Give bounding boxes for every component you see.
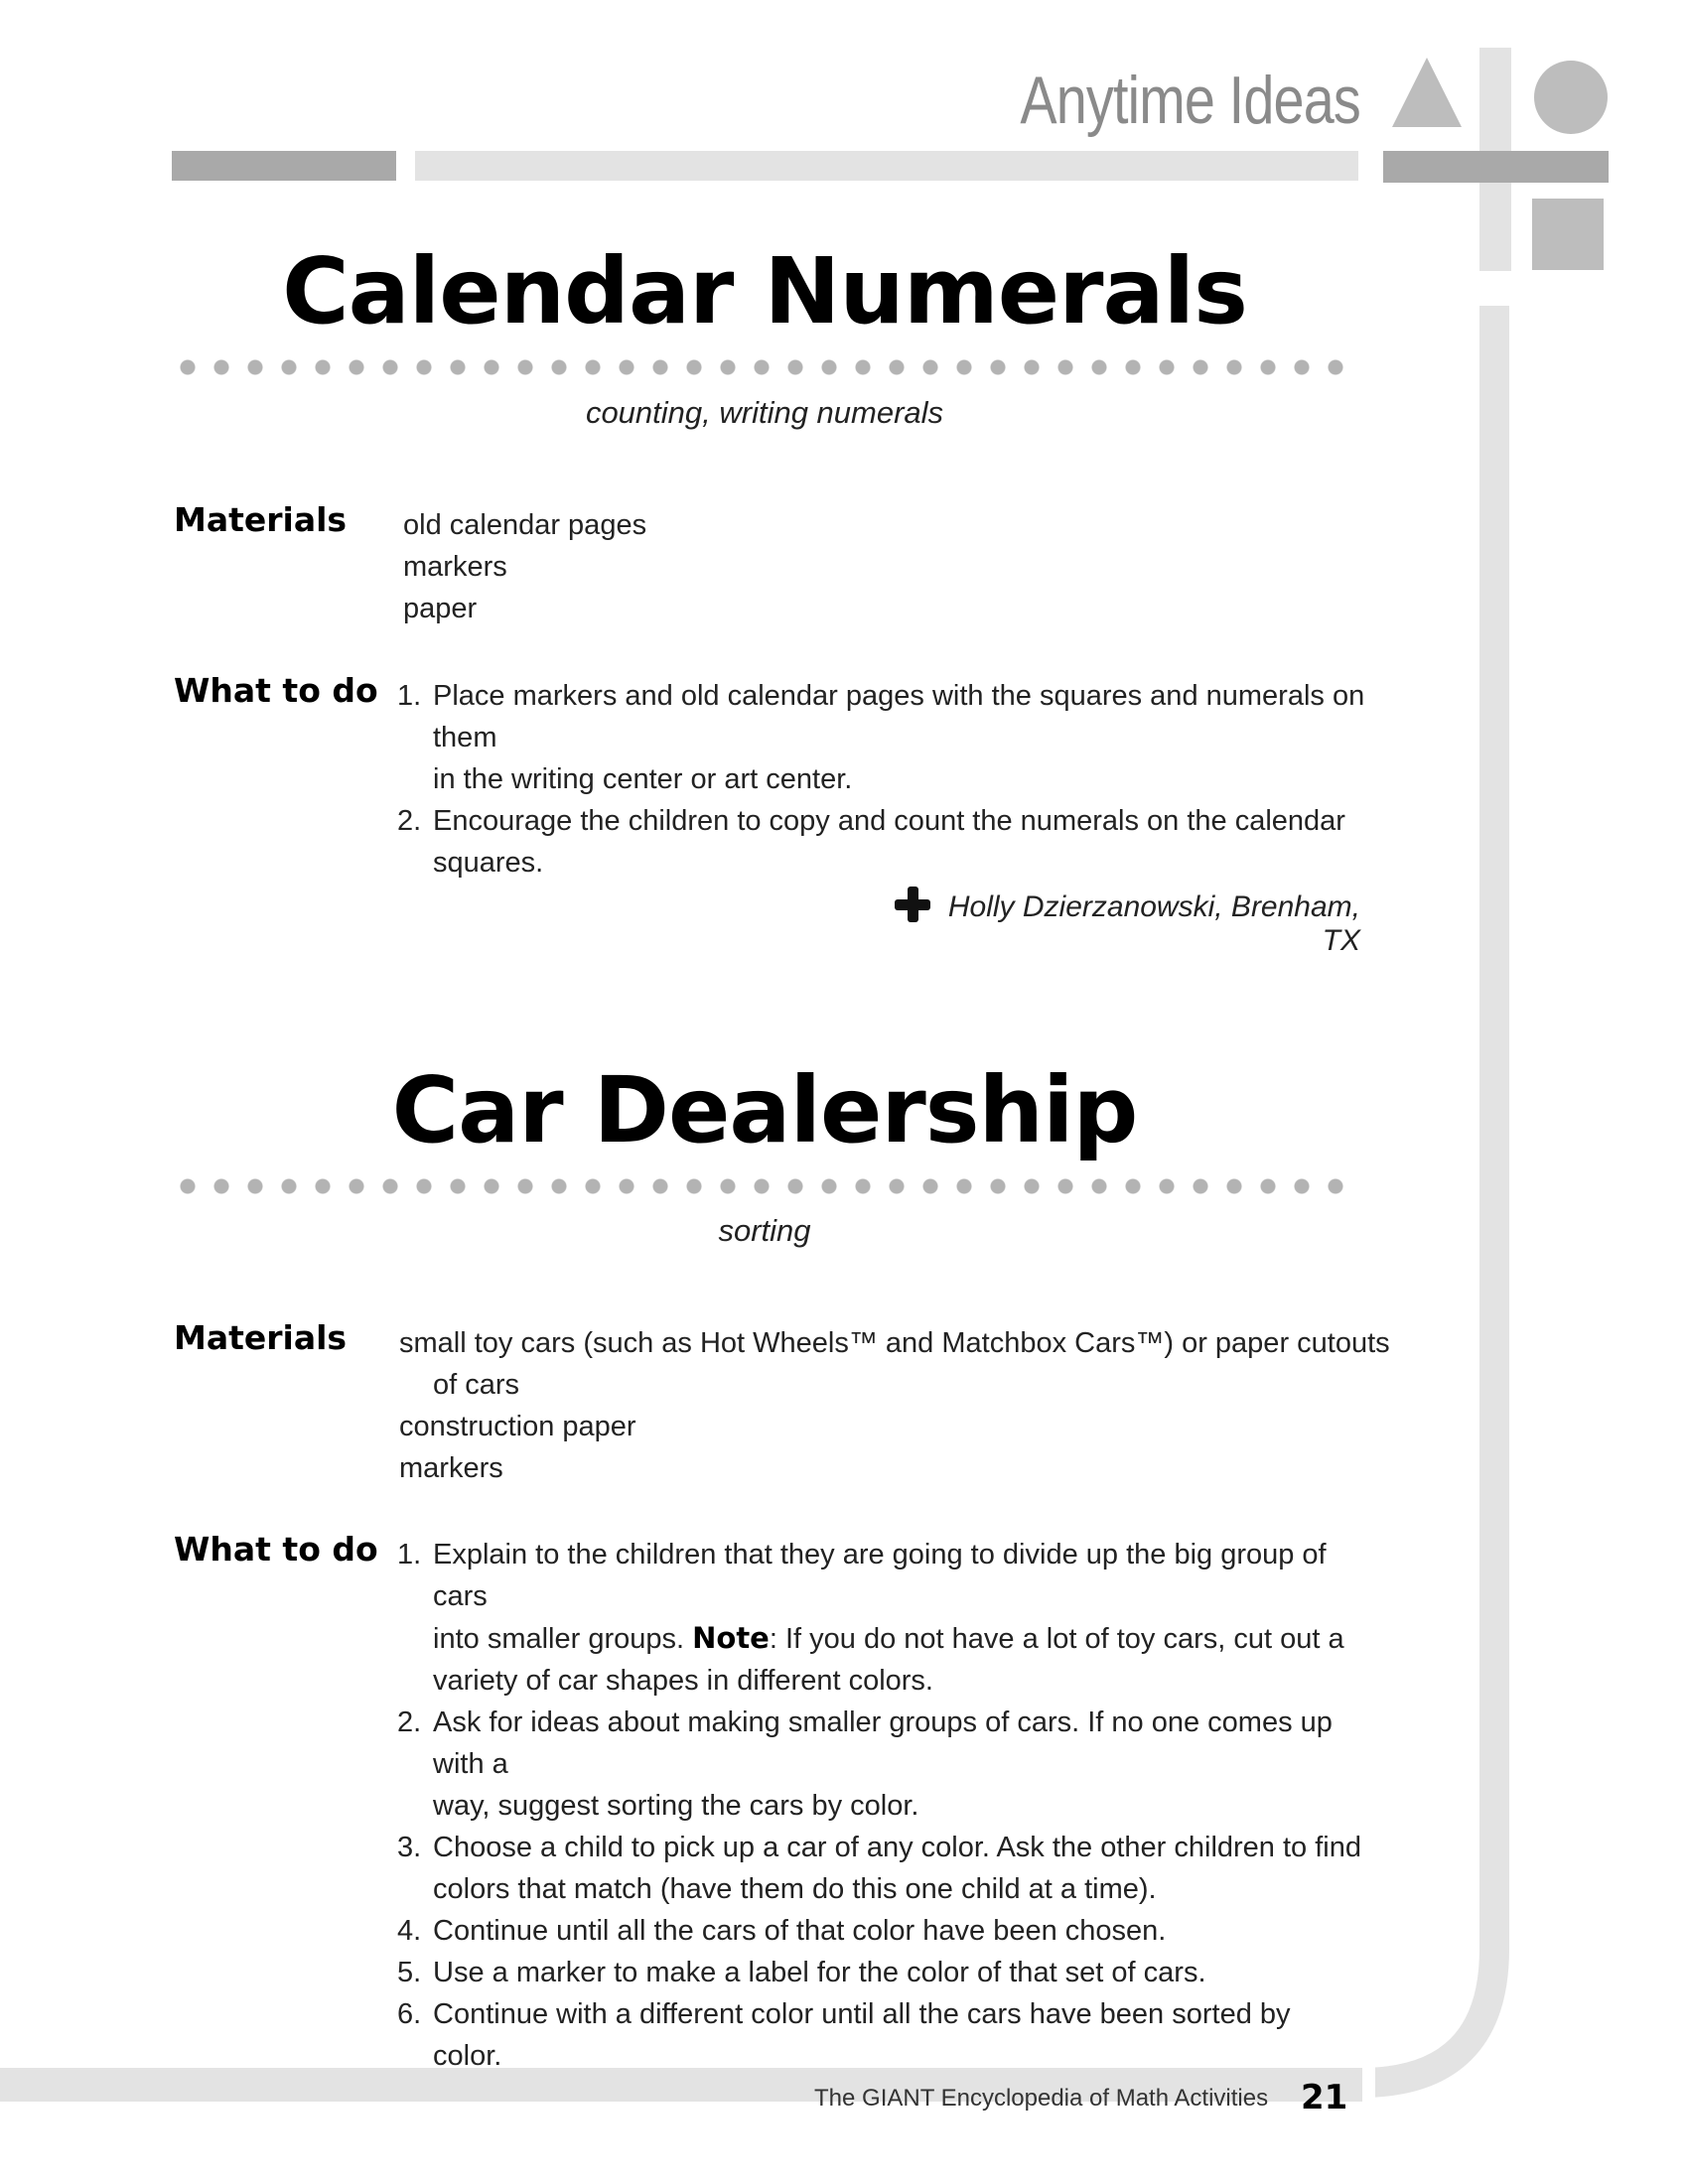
materials-label: Materials — [174, 1318, 348, 1357]
steps-list — [397, 675, 1365, 884]
steps-list — [397, 1534, 1365, 2077]
credit-text: Holly Dzierzanowski, Brenham, TX — [947, 890, 1360, 957]
step-text: Continue with a different color until all the cars have been sorted by color. — [433, 1998, 1291, 2072]
list-item — [397, 1702, 1365, 1827]
step-text: in the writing center or art center. — [433, 763, 853, 795]
step-text: Ask for ideas about making smaller groups of cars. If no one comes up with a — [433, 1706, 1333, 1780]
step-text: Continue until all the cars of that color have been chosen. — [433, 1915, 1167, 1947]
plus-icon — [895, 887, 930, 922]
step-text: Explain to the children that they are going to divide up the big group of cars — [433, 1539, 1327, 1612]
what-to-do-label: What to do — [174, 671, 378, 710]
step-number: 6. — [397, 1998, 422, 2030]
square-icon — [1532, 199, 1604, 270]
activity-title: Calendar Numerals — [282, 238, 1247, 344]
dotted-divider — [171, 1177, 1360, 1195]
step-text: Choose a child to pick up a car of any color. Ask the other children to find — [433, 1832, 1361, 1863]
step-text-part: into smaller groups. — [433, 1623, 693, 1655]
step-number: 1. — [397, 680, 422, 712]
step-text: Place markers and old calendar pages with the squares and numerals on them — [433, 680, 1365, 753]
materials-item: of cars — [433, 1369, 520, 1401]
materials-item: markers — [399, 1452, 503, 1484]
step-text: Use a marker to make a label for the color of that set of cars. — [433, 1957, 1206, 1988]
section-header-title: Anytime Ideas — [1020, 63, 1360, 138]
step-number: 4. — [397, 1915, 422, 1947]
list-item — [397, 675, 1365, 800]
activity-subtitle: sorting — [718, 1213, 811, 1248]
step-text: Encourage the children to copy and count the numerals on the calendar — [433, 805, 1345, 837]
step-text-part: : If you do not have a lot of toy cars, cut out a — [769, 1623, 1344, 1655]
step-text — [433, 1617, 1365, 1660]
header-bar-right — [415, 151, 1358, 181]
triangle-icon — [1392, 58, 1462, 127]
materials-label: Materials — [174, 500, 348, 539]
step-number: 3. — [397, 1832, 422, 1863]
dotted-divider — [171, 358, 1360, 376]
step-number: 5. — [397, 1957, 422, 1988]
materials-item: paper — [403, 593, 478, 624]
materials-item: small toy cars (such as Hot Wheels™ and Matchbox Cars™) or paper cutouts — [399, 1327, 1390, 1359]
list-item — [397, 1534, 1365, 1702]
materials-item: construction paper — [399, 1411, 636, 1442]
list-item — [397, 1952, 1365, 1993]
list-item — [397, 1910, 1365, 1952]
activity-title: Car Dealership — [391, 1057, 1138, 1163]
materials-list — [403, 504, 646, 629]
step-number: 2. — [397, 1706, 422, 1738]
step-number: 1. — [397, 1539, 422, 1570]
note-label: Note — [692, 1621, 770, 1655]
step-number: 2. — [397, 805, 422, 837]
page-number: 21 — [1301, 2078, 1348, 2117]
step-text: colors that match (have them do this one child at a time). — [433, 1873, 1157, 1905]
step-text: variety of car shapes in different colors. — [433, 1665, 933, 1697]
page-frame — [1375, 306, 1494, 2083]
activity-subtitle: counting, writing numerals — [585, 395, 944, 430]
materials-item: old calendar pages — [403, 509, 647, 541]
list-item — [397, 800, 1365, 884]
step-text: squares. — [433, 847, 544, 879]
corner-shapes-decoration — [1375, 48, 1614, 2132]
author-credit — [874, 887, 1360, 958]
list-item — [397, 1993, 1365, 2077]
step-text: way, suggest sorting the cars by color. — [433, 1790, 919, 1822]
footer-book-title: The GIANT Encyclopedia of Math Activities — [814, 2085, 1269, 2112]
materials-item: markers — [403, 551, 507, 583]
header-bar-left — [172, 151, 396, 181]
corner-horizontal-bar — [1383, 151, 1609, 183]
materials-list — [399, 1322, 1390, 1489]
list-item — [397, 1827, 1365, 1910]
what-to-do-label: What to do — [174, 1530, 378, 1569]
circle-icon — [1534, 61, 1608, 134]
